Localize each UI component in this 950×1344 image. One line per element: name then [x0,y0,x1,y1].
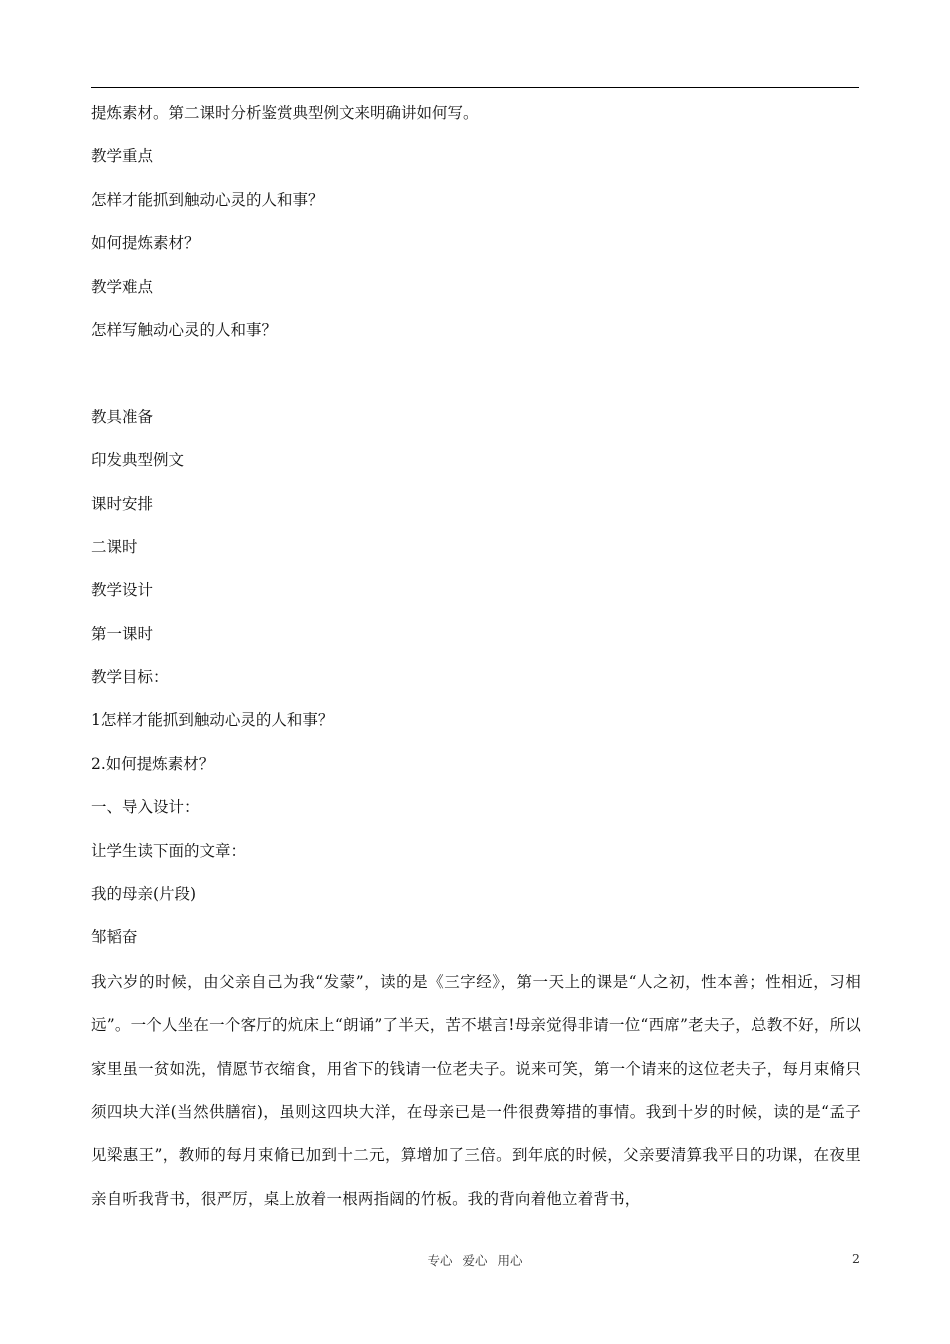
instruction-line: 让学生读下面的文章： [91,841,247,860]
blank-line [91,352,861,395]
objective-1: 1怎样才能抓到触动心灵的人和事？ [91,711,334,730]
heading-difficulties: 教学难点 [91,277,154,296]
objective-2: 2.如何提炼素材？ [91,754,215,773]
heading-objectives: 教学目标： [91,668,169,687]
article-title: 我的母亲(片段) [91,885,197,904]
page-footer [0,1251,950,1271]
heading-introduction: 一、导入设计： [91,798,200,817]
article-paragraph: 我六岁的时候，由父亲自己为我“发蒙”，读的是《三字经》，第一天上的课是“人之初，性本善；性相近，习相远”。一个人坐在一个客厅的炕床上“朗诵”了半天，苦不堪言!母亲觉得非请一位“西席”老夫子，总教不好，所以家里虽一贫如洗，情愿节衣缩食，用省下的钱请一位老夫子。说来可笑，第一个请来的这位老夫子，每月束脩只须四块大洋(当然供膳宿)，虽则这四块大洋，在母亲已是一件很费筹措的事情。我到十岁的时候，读的是“孟子见梁惠王”，教师的每月束脩已加到十二元，算增加了三倍。到年底的时候，父亲要清算我平日的功课，在夜里亲自听我背书，很严厉，桌上放着一根两指阔的竹板。我的背向着他立着背书， [91,972,861,1208]
article-author: 邹韬奋 [91,928,138,947]
page-number: 2 [852,1251,860,1266]
footer-motto: 专心 爱心 用心 [427,1253,523,1268]
teaching-aid-item: 印发典型例文 [91,451,185,470]
page-body [91,92,861,1221]
difficulty-1: 怎样写触动心灵的人和事？ [91,320,278,339]
key-point-1: 怎样才能抓到触动心灵的人和事？ [91,190,324,209]
heading-first-lesson: 第一课时 [91,624,154,643]
header-rule [91,87,859,88]
heading-key-points: 教学重点 [91,147,154,166]
key-point-2: 如何提炼素材？ [91,234,200,253]
heading-teaching-aids: 教具准备 [91,407,154,426]
text-line-intro: 提炼素材。第二课时分析鉴赏典型例文来明确讲如何写。 [91,104,479,122]
heading-schedule: 课时安排 [91,494,154,513]
heading-teaching-design: 教学设计 [91,581,154,600]
schedule-item: 二课时 [91,537,138,556]
